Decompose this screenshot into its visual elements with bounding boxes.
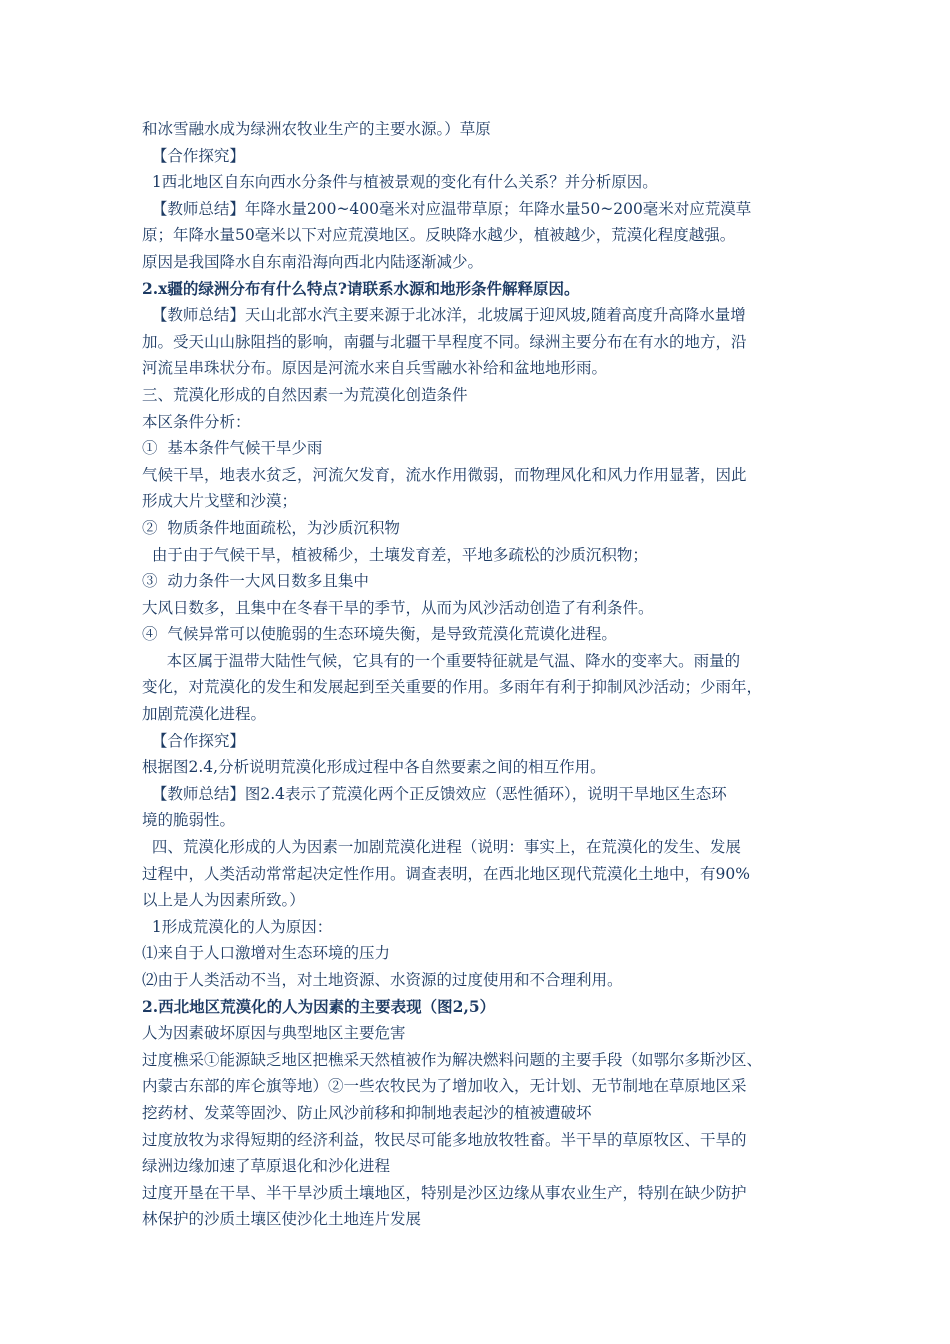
text-line: 内蒙古东部的库仑旗等地）②一些农牧民为了增加收入，无计划、无节制地在草原地区采 bbox=[142, 1077, 747, 1096]
text-line: 原；年降水量50毫米以下对应荒漠地区。反映降水越少，植被越少，荒漠化程度越强。 bbox=[142, 226, 736, 245]
text-line: 过程中，人类活动常常起决定性作用。调查表明，在西北地区现代荒漠化土地中，有90% bbox=[142, 864, 750, 883]
text-line: 【合作探究】 bbox=[142, 731, 245, 750]
text-line: 四、荒漠化形成的人为因素一加剧荒漠化进程（说明：事实上，在荒漠化的发生、发展 bbox=[142, 838, 741, 857]
text-line: 境的脆弱性。 bbox=[142, 811, 236, 830]
text-line: 挖药材、发菜等固沙、防止风沙前移和抑制地表起沙的植被遭破坏 bbox=[142, 1103, 592, 1122]
text-line: 人为因素破坏原因与典型地区主要危害 bbox=[142, 1024, 406, 1043]
text-line: 1西北地区自东向西水分条件与植被景观的变化有什么关系？并分析原因。 bbox=[142, 173, 658, 192]
text-line: 加。受天山山脉阻挡的影响，南疆与北疆干旱程度不同。绿洲主要分布在有水的地方，沿 bbox=[142, 332, 747, 351]
text-line: 加剧荒漠化进程。 bbox=[142, 705, 267, 724]
text-line: 形成大片戈壁和沙漠； bbox=[142, 492, 298, 511]
text-line: 本区条件分析： bbox=[142, 412, 251, 431]
text-line: 三、荒漠化形成的自然因素一为荒漠化创造条件 bbox=[142, 385, 468, 404]
text-line: ② 物质条件地面疏松，为沙质沉积物 bbox=[142, 518, 400, 537]
text-line: 过度樵采①能源缺乏地区把樵采天然植被作为解决燃料问题的主要手段（如鄂尔多斯沙区、 bbox=[142, 1050, 763, 1069]
text-line: 气候干旱，地表水贫乏，河流欠发育，流水作用微弱，而物理风化和风力作用显著，因此 bbox=[142, 465, 747, 484]
text-line: 过度开垦在干旱、半干旱沙质土壤地区，特别是沙区边缘从事农业生产，特别在缺少防护 bbox=[142, 1183, 747, 1202]
text-line: 【合作探究】 bbox=[142, 146, 245, 165]
text-line: 本区属于温带大陆性气候，它具有的一个重要特征就是气温、降水的变率大。雨量的 bbox=[142, 651, 741, 670]
text-line: ⑵由于人类活动不当，对土地资源、水资源的过度使用和不合理利用。 bbox=[142, 971, 623, 989]
text-line: 过度放牧为求得短期的经济利益，牧民尽可能多地放牧牲畜。半干旱的草原牧区、干旱的 bbox=[142, 1130, 747, 1149]
text-line: 以上是人为因素所致。） bbox=[142, 891, 305, 910]
text-line: 河流呈串珠状分布。原因是河流水来自兵雪融水补给和盆地地形雨。 bbox=[142, 359, 608, 378]
text-line: ③ 动力条件一大风日数多且集中 bbox=[142, 572, 369, 591]
text-line: ① 基本条件气候干旱少雨 bbox=[142, 439, 323, 458]
text-line: 2.西北地区荒漠化的人为因素的主要表现（图2,5） bbox=[142, 996, 496, 1016]
text-line: 由于由于气候干旱，植被稀少，土壤发育差，平地多疏松的沙质沉积物； bbox=[142, 545, 648, 564]
text-line: 和冰雪融水成为绿洲农牧业生产的主要水源。）草原 bbox=[142, 120, 491, 138]
text-line: 大风日数多，且集中在冬春干旱的季节，从而为风沙活动创造了有利条件。 bbox=[142, 598, 654, 617]
text-line: 原因是我国降水自东南沿海向西北内陆逐渐减少。 bbox=[142, 252, 484, 271]
text-line: 变化，对荒漠化的发生和发展起到至关重要的作用。多雨年有利于抑制风沙活动；少雨年， bbox=[142, 678, 763, 697]
text-line: 2.x疆的绿洲分布有什么特点?请联系水源和地形条件解释原因。 bbox=[142, 278, 580, 298]
text-line: 【教师总结】天山北部水汽主要来源于北冰洋，北坡属于迎风坡,随着高度升高降水量增 bbox=[142, 306, 746, 325]
text-line: 根据图2.4,分析说明荒漠化形成过程中各自然要素之间的相互作用。 bbox=[142, 758, 606, 777]
text-line: 【教师总结】图2.4表示了荒漠化两个正反馈效应（恶性循环），说明干旱地区生态环 bbox=[142, 784, 727, 803]
text-line: ⑴来自于人口激增对生态环境的压力 bbox=[142, 944, 391, 963]
text-line: 林保护的沙质土壤区使沙化土地连片发展 bbox=[142, 1210, 422, 1229]
text-line: 绿洲边缘加速了草原退化和沙化进程 bbox=[142, 1157, 391, 1176]
text-line: ④ 气候异常可以使脆弱的生态环境失衡，是导致荒漠化荒谟化进程。 bbox=[142, 625, 617, 644]
text-line: 1形成荒漠化的人为原因： bbox=[142, 917, 333, 936]
text-line: 【教师总结】年降水量200~400毫米对应温带草原；年降水量50~200毫米对应荒漠草 bbox=[142, 199, 752, 218]
